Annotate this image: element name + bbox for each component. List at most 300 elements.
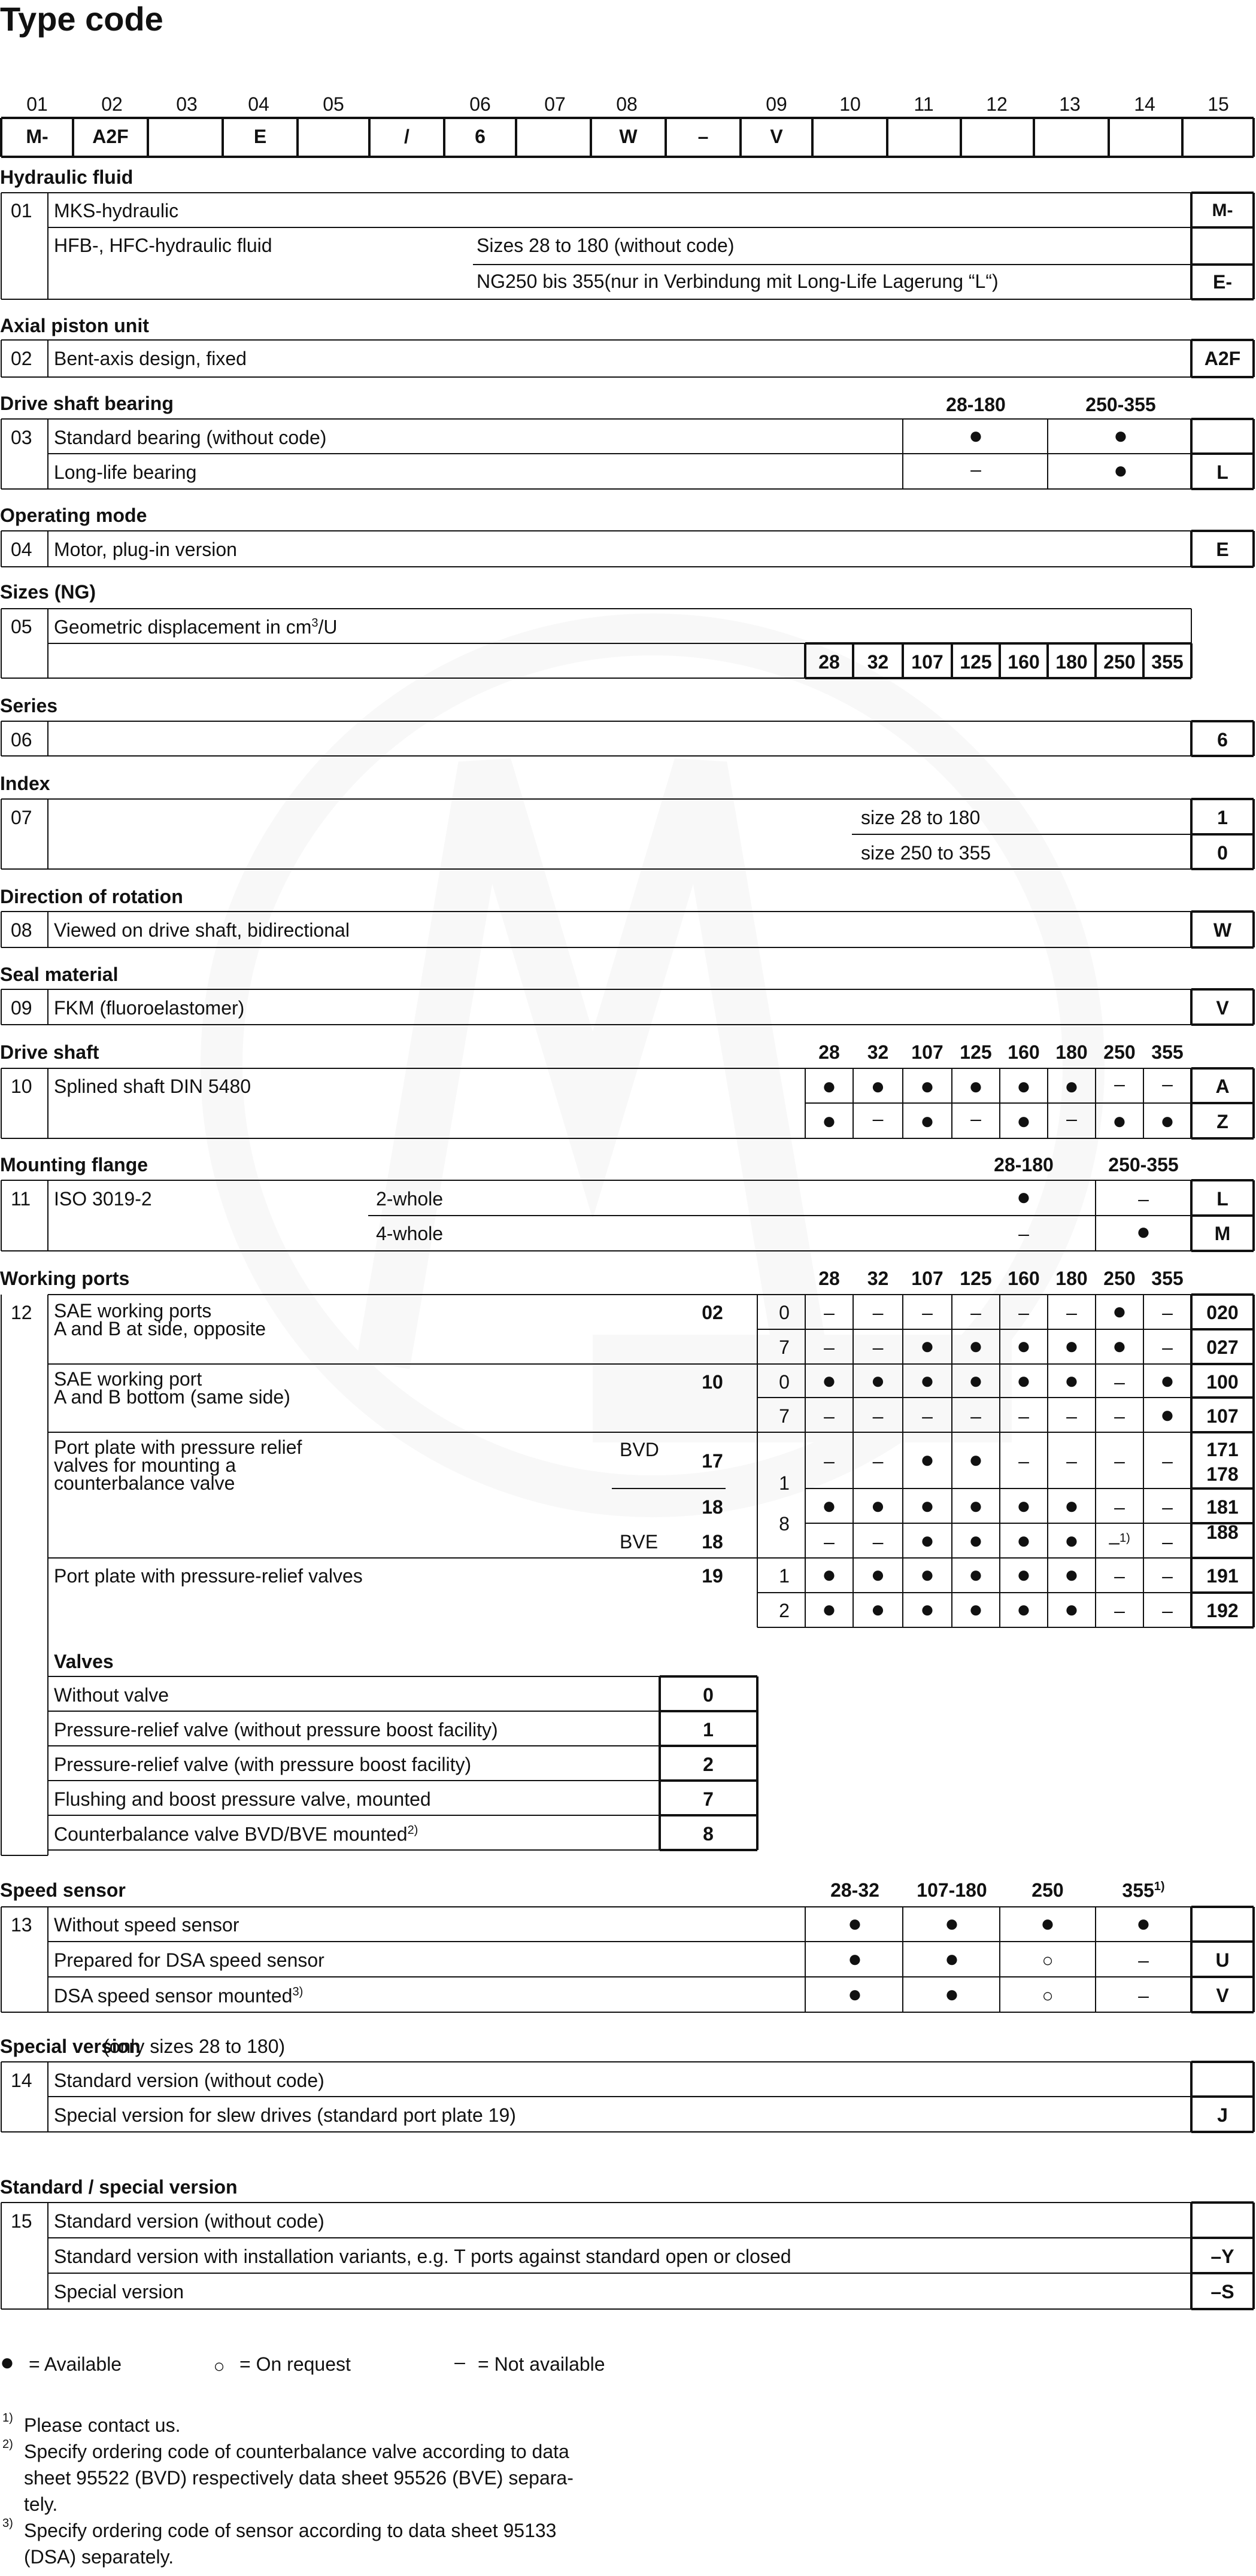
on-request-circle-icon: ○ [213,2355,225,2377]
h-rule [1,2012,1191,2013]
v-rule [1252,1907,1255,1942]
option-label: Port plate with pressure-relief valves [54,1565,363,1587]
size-header: 355 [1151,1041,1184,1063]
available-dot-icon: ● [1016,1184,1032,1210]
footnote-sup: 1) [1154,1880,1165,1893]
port-output-code: 171 [1206,1439,1239,1460]
not-available-dash-icon: – [1018,1405,1029,1427]
row-number: 05 [11,616,32,637]
size-header: 160 [1008,1268,1040,1289]
footnote-mark: 1) [2,2411,13,2425]
option-code: U [1215,1949,1230,1971]
option-label: size 250 to 355 [861,842,991,864]
row-number: 09 [11,997,32,1019]
v-rule [1190,721,1193,756]
code-box-value: A2F [92,126,129,147]
available-dot-icon: ● [968,1368,984,1394]
v-rule [665,118,667,157]
h-rule [48,1557,1191,1559]
v-rule [1190,1398,1193,1432]
section-drive-shaft: Drive shaft [0,1041,99,1063]
available-dot-icon: ● [0,2349,15,2375]
option-label: Standard bearing (without code) [54,427,327,448]
h-rule [612,1488,726,1489]
v-rule [296,118,299,157]
not-available-dash-icon: – [824,1450,835,1472]
available-dot-icon: ● [821,1596,837,1623]
h-rule [1,376,1254,378]
available-dot-icon: ● [1113,423,1128,449]
h-rule [1191,263,1254,266]
available-dot-icon: ● [1136,1910,1151,1937]
available-dot-icon: ● [944,1910,960,1937]
option-label: Motor, plug-in version [54,539,237,560]
available-dot-icon: ● [968,1596,984,1623]
available-dot-icon: ● [1016,1073,1032,1099]
option-label: Splined shaft DIN 5480 [54,1076,251,1097]
footnote-sup: 2) [407,1824,418,1837]
v-rule [1095,1295,1096,1627]
row-number: 02 [11,348,32,369]
h-rule [1191,946,1254,949]
v-rule [1,1068,2,1138]
v-rule [1,340,2,377]
row-number: 01 [11,200,32,221]
section-series: Series [0,695,58,716]
option-code: L [1216,1188,1228,1210]
not-available-dash-icon: – [1162,1073,1173,1095]
option-label: MKS-hydraulic [54,200,179,221]
v-rule [1252,1068,1255,1103]
v-rule [1252,1398,1255,1432]
code-box-value: M- [26,126,48,147]
column-header: 28-32 [830,1879,879,1901]
row-number: 14 [11,2070,32,2091]
option-code: A2F [1204,348,1241,369]
h-rule [1,1138,1254,1139]
section-seal-material: Seal material [0,964,119,985]
h-rule [1191,1906,1254,1908]
on-request-circle-icon: ○ [1042,1985,1054,2006]
size-header: 107 [911,1041,943,1063]
h-rule [473,264,1191,265]
not-available-dash-icon: – [1162,1565,1173,1587]
section-sizes: Sizes (NG) [0,581,96,603]
v-rule [1252,419,1255,454]
size-value: 160 [1008,651,1040,673]
port-code: 19 [702,1565,723,1587]
available-dot-icon: ● [920,1493,935,1519]
option-label: FKM (fluoroelastomer) [54,997,245,1019]
available-dot-icon: ● [968,1562,984,1588]
v-rule [1252,989,1255,1025]
h-rule [757,1592,1191,1593]
available-dot-icon: ● [1016,1493,1032,1519]
v-rule [72,118,74,157]
v-rule [951,1295,952,1627]
column-header: 250-355 [1085,394,1156,415]
v-rule [1190,1432,1193,1489]
v-rule [886,118,888,157]
option-label: SAE working ports [54,1300,212,1322]
position-number: 13 [1059,93,1081,115]
position-number: 03 [176,93,198,115]
footnote-line: Specify ordering code of counterbalance valve according to data [24,2441,569,2462]
h-rule [48,2096,1191,2097]
port-output-code: 020 [1206,1302,1239,1323]
option-label: size 28 to 180 [861,807,981,828]
available-dot-icon: ● [920,1333,935,1359]
option-label: A and B bottom (same side) [54,1386,290,1408]
h-rule [48,1294,1191,1295]
v-rule [1,721,2,756]
footnote-line: sheet 95522 (BVD) respectively data sheet 95526 (BVE) separa- [24,2467,574,2489]
h-rule [1,117,1254,119]
h-rule [1191,910,1254,913]
not-available-dash-icon: – [1162,1600,1173,1621]
h-rule [48,1711,757,1712]
v-rule [1252,1942,1255,1977]
h-rule [1,798,1254,800]
v-rule [1,1180,2,1251]
v-rule [756,1676,759,1850]
v-rule [999,643,1001,678]
port-code: 18 [702,1496,723,1518]
available-dot-icon: ● [1112,1333,1127,1359]
valve-option-label: Counterbalance valve BVD/BVE mounted$^{2)}$ [54,1823,418,1845]
available-dot-icon: ● [1064,1493,1079,1519]
option-label: Prepared for DSA speed sensor [54,1949,324,1971]
on-request-circle-icon: ○ [1042,1949,1054,1971]
v-rule [47,1907,48,2012]
v-rule [1252,1977,1255,2012]
v-rule [1,609,2,678]
available-dot-icon: ● [920,1108,935,1134]
size-value: 125 [960,651,992,673]
size-header: 355 [1151,1268,1184,1289]
h-rule [1191,1023,1254,1026]
port-code: 18 [702,1531,723,1553]
h-rule [1,868,1254,870]
row-number: 08 [11,919,32,941]
option-label: HFB-, HFC-hydraulic fluid [54,235,272,256]
available-dot-icon: ● [821,1493,837,1519]
h-rule [1191,1293,1254,1296]
h-rule [757,1627,1191,1628]
not-available-dash-icon: – [872,1302,884,1323]
h-rule [1191,1557,1254,1559]
size-header: 107 [911,1268,943,1289]
not-available-dash-icon: – [1162,1302,1173,1323]
option-label: DSA speed sensor mounted$^{3)}$ [54,1985,304,2007]
option-code: J [1217,2104,1228,2126]
v-rule [1190,799,1193,834]
option-code: 6 [1217,729,1228,751]
v-rule [1095,1907,1096,2012]
valve-code: 8 [703,1823,714,1845]
v-rule [1190,2062,1193,2097]
h-rule [1191,2272,1254,2274]
v-rule [902,1068,903,1138]
v-rule [902,643,904,678]
h-rule [1,1906,1191,1907]
not-available-dash-icon: – [1066,1108,1077,1129]
v-rule [805,1068,806,1138]
option-code: L [1216,461,1228,483]
available-dot-icon: ● [968,1333,984,1359]
superscript: 3 [311,616,318,630]
valve-option-label: Without valve [54,1684,169,1706]
valve-code: 1 [703,1719,714,1740]
option-label: counterbalance valve [54,1472,235,1494]
v-rule [1,1907,2,2012]
row-number: 04 [11,539,32,560]
code-box-value: W [619,126,638,147]
column-header: 107-180 [917,1879,987,1901]
option-label: valves for mounting a [54,1454,236,1476]
size-value: 32 [867,651,889,673]
h-rule [48,227,1191,228]
valve-code: 2 [703,1754,714,1775]
footnote-line: Specify ordering code of sensor according to data sheet 95133 [24,2520,557,2541]
available-dot-icon: ● [870,1368,885,1394]
available-dot-icon: ● [968,1527,984,1554]
option-label: Standard version (without code) [54,2070,324,2091]
option-label: Long-life bearing [54,461,197,483]
position-number: 11 [914,93,934,115]
v-rule [1046,643,1049,678]
v-rule [1190,834,1193,869]
option-code: V [1216,997,1229,1019]
h-rule [1191,1626,1254,1629]
available-dot-icon: ● [1112,1108,1127,1134]
v-rule [1252,834,1255,869]
v-rule [1252,1432,1255,1489]
v-rule [1190,1593,1193,1627]
v-rule [222,118,224,157]
v-rule [811,118,814,157]
valve-option-label: Pressure-relief valve (with pressure boost facility) [54,1754,472,1775]
v-rule [951,1068,952,1138]
column-header: 28-180 [994,1154,1054,1175]
h-rule [1191,2095,1254,2098]
not-available-dash-icon: – [1114,1565,1125,1587]
h-rule [1191,1487,1254,1490]
v-rule [1252,2238,1255,2273]
size-header: 250 [1103,1268,1136,1289]
not-available-dash-icon: – [1066,1450,1077,1472]
not-available-dash-icon: – [922,1405,933,1427]
v-rule [1252,1593,1255,1627]
v-rule [0,118,2,157]
size-header: 250 [1103,1041,1136,1063]
section-speed-sensor: Speed sensor [0,1879,126,1901]
h-rule [1,755,1254,757]
not-available-dash-icon: – [1162,1336,1173,1358]
available-dot-icon: ● [870,1596,885,1623]
h-rule [1191,1137,1254,1140]
size-header: 125 [960,1041,992,1063]
not-available-dash-icon: – [872,1336,884,1358]
v-rule [1,912,2,947]
h-rule [1191,2201,1254,2204]
row-number: 07 [11,807,32,828]
v-rule [1190,2203,1193,2238]
code-box-value: – [697,126,709,147]
position-number: 14 [1134,93,1155,115]
not-available-dash-icon: – [824,1405,835,1427]
footnote-sup: 1) [1120,1532,1130,1545]
v-rule [1252,193,1255,227]
h-rule [1,566,1254,567]
available-dot-icon: ● [968,1447,984,1473]
h-rule [1191,566,1254,568]
footnote-mark: 3) [2,2517,13,2530]
option-label: Bent-axis design, fixed [54,348,247,369]
available-dot-icon: ● [1160,1368,1175,1394]
h-rule [1,1180,1191,1181]
v-rule [1190,912,1193,947]
h-rule [757,1397,1191,1398]
section-drive-shaft-bearing: Drive shaft bearing [0,393,174,414]
v-rule [47,989,48,1025]
available-dot-icon: ● [870,1073,885,1099]
v-rule [368,118,371,157]
position-number: 12 [986,93,1008,115]
valve-code: 7 [703,1788,714,1810]
option-code: 0 [1217,842,1228,864]
available-dot-icon: ● [821,1562,837,1588]
size-value: 107 [911,651,943,673]
option-code: –Y [1211,2246,1234,2267]
option-label: SAE working port [54,1368,202,1390]
v-rule [1252,1103,1255,1138]
h-rule [1191,418,1254,420]
available-dot-icon: ● [1160,1108,1175,1134]
h-rule [1,339,1254,341]
available-dot-icon: ● [1064,1527,1079,1554]
v-rule [47,531,48,567]
v-rule [1190,227,1193,265]
h-rule [48,1363,1191,1365]
port-output-code: 191 [1206,1565,1239,1587]
v-rule [1108,118,1110,157]
h-rule [660,1710,757,1712]
v-rule [1181,118,1184,157]
option-label: Port plate with pressure relief [54,1436,302,1458]
h-rule [1,1068,1254,1069]
v-rule [1252,1216,1255,1251]
h-rule [48,2273,1191,2274]
h-rule [1191,755,1254,757]
h-rule [1,418,1191,420]
h-rule [1,488,1191,490]
section-direction: Direction of rotation [0,886,183,907]
h-rule [1191,452,1254,455]
option-code: E [1216,539,1229,560]
v-rule [1,989,2,1025]
h-rule [1191,1431,1254,1433]
port-output-code: 100 [1206,1371,1239,1393]
valve-option-label: Flushing and boost pressure valve, mounted [54,1788,431,1810]
port-output-code: 178 [1206,1463,1239,1485]
v-rule [951,643,953,678]
h-rule [48,1745,757,1746]
available-dot-icon: ● [920,1447,935,1473]
valve-option-label: Pressure-relief valve (without pressure boost facility) [54,1719,498,1740]
available-dot-icon: ● [1112,1298,1127,1325]
not-available-dash-icon: – [1162,1496,1173,1518]
h-rule [1,721,1254,722]
h-rule [1191,988,1254,991]
v-rule [804,643,806,678]
h-rule [1,1024,1254,1025]
not-available-dash-icon: – [872,1405,884,1427]
port-output-code: 107 [1206,1405,1239,1427]
h-rule [1,192,1191,193]
available-dot-icon: ● [1064,1333,1079,1359]
available-dot-icon: ● [847,1910,863,1937]
position-number: 02 [101,93,123,115]
h-rule [1,1855,48,1856]
v-rule [1190,1907,1193,1942]
legend-not-available: = Not available [478,2353,605,2375]
size-header: 160 [1008,1041,1040,1063]
available-dot-icon: ● [1136,1219,1151,1245]
v-rule [1,1295,2,1855]
v-rule [590,118,592,157]
v-rule [1190,1977,1193,2012]
footnote-line: tely. [24,2493,58,2515]
h-rule [1191,339,1254,341]
h-rule [1,299,1191,300]
not-available-dash-icon: – [1018,1450,1029,1472]
h-rule [852,834,1191,835]
size-value: 180 [1055,651,1088,673]
size-header: 28 [818,1268,840,1289]
port-sub-code: 8 [779,1513,790,1535]
h-rule [1191,1067,1254,1070]
h-rule [1191,226,1254,229]
v-rule [852,1295,854,1627]
available-dot-icon: ● [1113,457,1128,484]
v-rule [1190,2097,1193,2132]
h-rule [1191,1328,1254,1330]
position-number: 07 [544,93,566,115]
option-label: ISO 3019-2 [54,1188,152,1210]
section-mounting-flange: Mounting flange [0,1154,148,1175]
available-dot-icon: ● [1064,1073,1079,1099]
h-rule [1191,298,1254,300]
h-rule [1191,2308,1254,2310]
row-number: 11 [11,1188,31,1210]
available-dot-icon: ● [1016,1108,1032,1134]
v-rule [659,1676,661,1850]
v-rule [1190,1329,1193,1364]
not-available-dash-icon: – [1138,1985,1149,2006]
section-working-ports: Working ports [0,1268,130,1289]
v-rule [999,1295,1000,1627]
h-rule [1191,2011,1254,2013]
v-rule [739,118,742,157]
size-header: 180 [1055,1041,1088,1063]
h-rule [660,1814,757,1816]
v-rule [1252,1329,1255,1364]
h-rule [1,608,1191,609]
v-rule [999,1907,1000,2012]
h-rule [1191,1363,1254,1365]
code-box-value: / [404,126,409,147]
